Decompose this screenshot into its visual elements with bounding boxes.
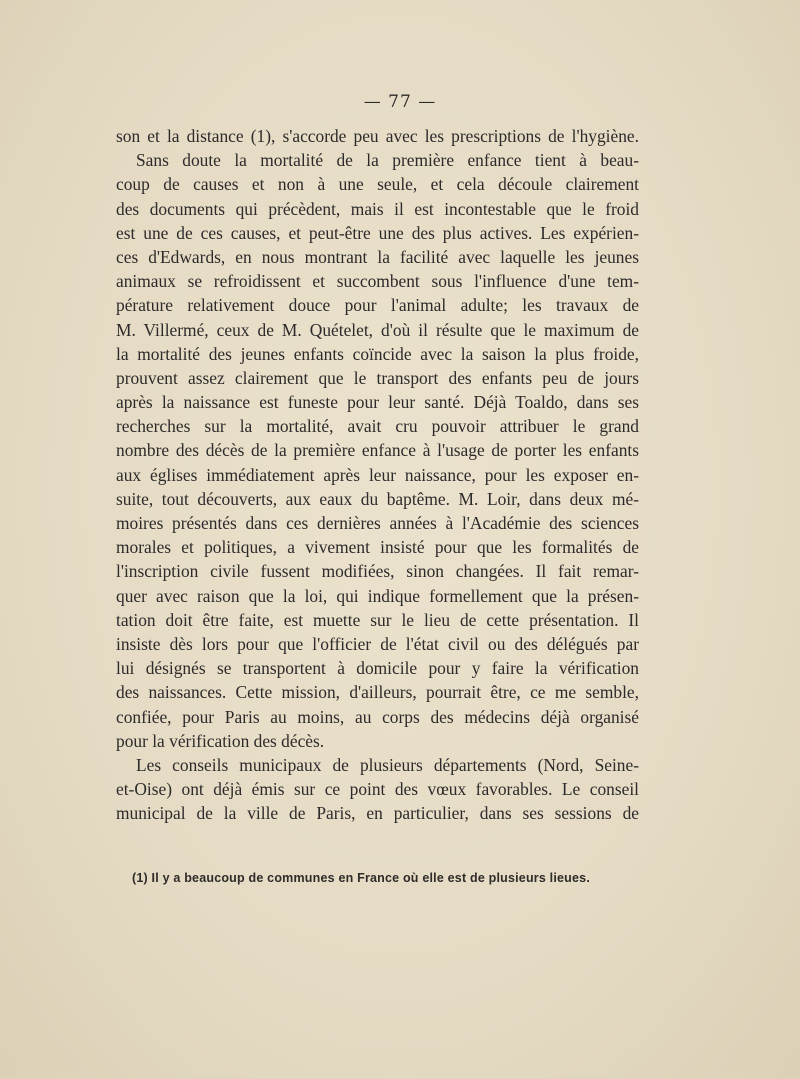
body-text [116,124,639,825]
text-line: pour la vérification des décès. [116,730,325,751]
text-line: moires présentés dans ces dernières années à l'Académie des sciences [116,513,639,533]
text-line: suite, tout découverts, aux eaux du baptême. M. Loir, dans deux mé- [116,488,639,509]
text-line: la mortalité des jeunes enfants coïncide avec la saison la plus froide, [116,343,639,364]
text-line: et-Oise) ont déjà émis sur ce point des vœux favorables. Le conseil [116,779,639,800]
text-line: lui désignés se transportent à domicile pour y faire la vérification [116,658,639,679]
text-line: insiste dès lors pour que l'officier de l'état civil ou des délégués par [116,633,639,654]
text-line: morales et politiques, a vivement insisté pour que les formalités de [116,537,639,558]
text-line: Les conseils municipaux de plusieurs départements (Nord, Seine- [136,754,639,775]
text-line: animaux se refroidissent et succombent sous l'influence d'une tem- [116,271,639,292]
footnote: (1) Il y a beaucoup de communes en France où elle est de plusieurs lieues. [132,871,590,885]
text-line: ces d'Edwards, en nous montrant la facilité avec laquelle les jeunes [116,246,639,267]
text-line: des documents qui précèdent, mais il est incontestable que le froid [116,198,639,219]
text-line: des naissances. Cette mission, d'ailleurs, pourrait être, ce me semble, [116,682,639,703]
text-line: prouvent assez clairement que le transport des enfants peu de jours [116,367,639,388]
text-line: pérature relativement douce pour l'animal adulte; les travaux de [116,295,639,316]
text-line: est une de ces causes, et peut-être une des plus actives. Les expérien- [116,222,639,243]
text-line: recherches sur la mortalité, avait cru pouvoir attribuer le grand [116,416,639,437]
text-line: l'inscription civile fussent modifiées, sinon changées. Il fait remar- [116,561,639,582]
text-line: tation doit être faite, est muette sur le lieu de cette présentation. Il [116,609,639,630]
text-line: M. Villermé, ceux de M. Quételet, d'où il résulte que le maximum de [116,319,639,340]
text-line: après la naissance est funeste pour leur santé. Déjà Toaldo, dans ses [116,392,639,413]
page-number: — 77 — [363,92,437,112]
text-line: quer avec raison que la loi, qui indique formellement que la présen- [116,585,639,606]
text-line: coup de causes et non à une seule, et cela découle clairement [116,174,639,195]
text-line: nombre des décès de la première enfance à l'usage de porter les enfants [116,440,639,461]
text-line: municipal de la ville de Paris, en particulier, dans ses sessions de [116,803,639,824]
text-line: Sans doute la mortalité de la première enfance tient à beau- [136,150,639,171]
text-line: aux églises immédiatement après leur naissance, pour les exposer en- [116,464,639,485]
text-line: son et la distance (1), s'accorde peu avec les prescriptions de l'hygiène. [116,126,639,146]
text-line: confiée, pour Paris au moins, au corps des médecins déjà organisé [116,706,639,727]
